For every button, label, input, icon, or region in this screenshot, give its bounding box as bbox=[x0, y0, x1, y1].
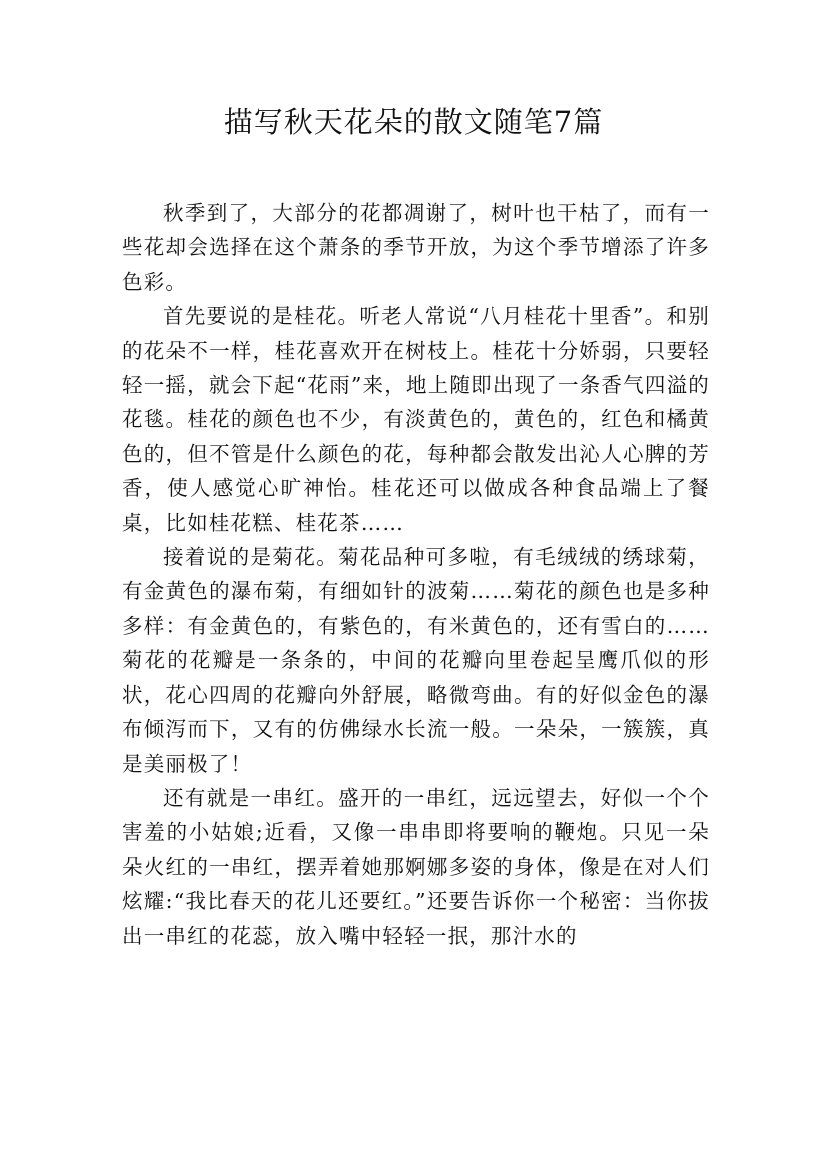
paragraph-intro: 秋季到了，大部分的花都凋谢了，树叶也干枯了，而有一些花却会选择在这个萧条的季节开放，为这个季节增添了许多色彩。 bbox=[122, 201, 710, 294]
paragraph-salvia: 还有就是一串红。盛开的一串红，远远望去，好似一个个害羞的小姑娘;近看，又像一串串即将要响的鞭炮。只见一朵朵火红的一串红，摆弄着她那婀娜多姿的身体，像是在对人们炫耀:“我比春天的花儿还要红。”还要告诉你一个秘密：当你拔出一串红的花蕊，放入嘴中轻轻一抿，那汁水的 bbox=[122, 785, 710, 948]
paragraph-chrysanthemum: 接着说的是菊花。菊花品种可多啦，有毛绒绒的绣球菊，有金黄色的瀑布菊，有细如针的波菊……菊花的颜色也是多种多样：有金黄色的，有紫色的，有米黄色的，还有雪白的……菊花的花瓣是一条条的，中间的花瓣向里卷起呈鹰爪似的形状，花心四周的花瓣向外舒展，略微弯曲。有的好似金色的瀑布倾泻而下，又有的仿佛绿水长流一般。一朵朵，一簇簇，真是美丽极了！ bbox=[122, 545, 710, 776]
document-title: 描写秋天花朵的散文随笔7篇 bbox=[223, 105, 604, 139]
document-body bbox=[122, 196, 710, 953]
paragraph-osmanthus: 首先要说的是桂花。听老人常说“八月桂花十里香”。和别的花朵不一样，桂花喜欢开在树枝上。桂花十分娇弱，只要轻轻一摇，就会下起“花雨”来，地上随即出现了一条香气四溢的花毯。桂花的颜色也不少，有淡黄色的，黄色的，红色和橘黄色的，但不管是什么颜色的花，每种都会散发出沁人心脾的芳香，使人感觉心旷神怡。桂花还可以做成各种食品端上了餐桌，比如桂花糕、桂花茶…… bbox=[122, 304, 710, 535]
